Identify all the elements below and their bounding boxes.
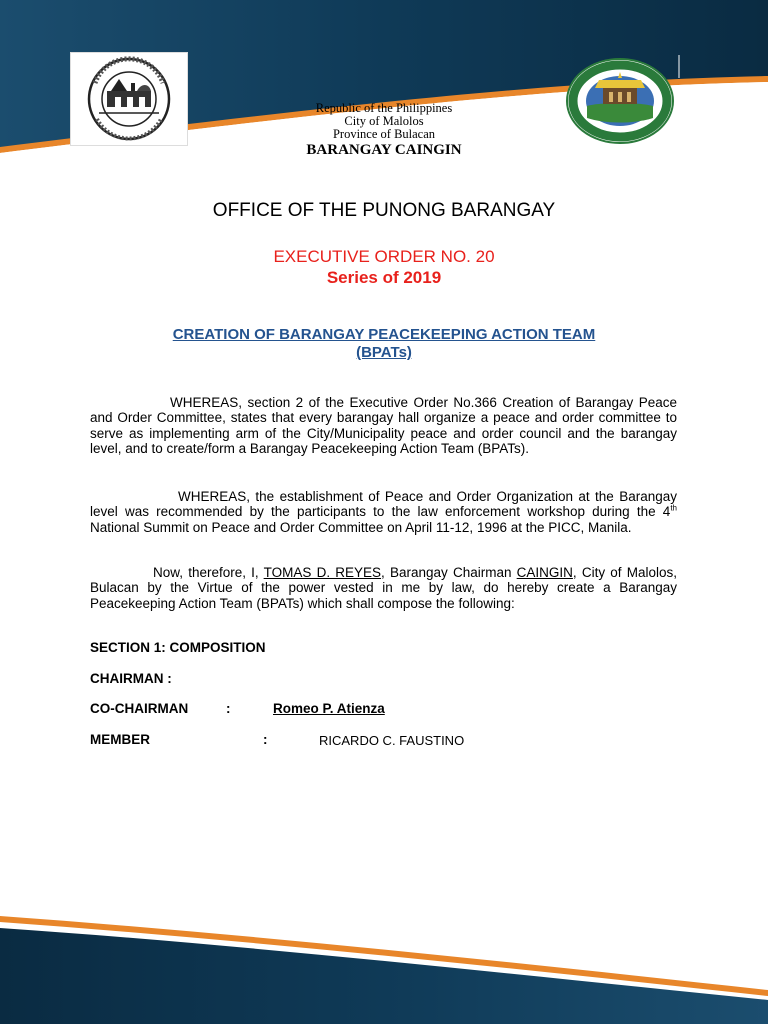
p3-text-a: Now, therefore, I,: [153, 565, 264, 580]
header-republic: Republic of the Philippines: [315, 101, 453, 115]
header-city: City of Malolos: [344, 114, 424, 128]
office-title: OFFICE OF THE PUNONG BARANGAY: [212, 200, 556, 221]
p2-text-before: WHEREAS, the establishment of Peace and Order Organization at the Barangay level was recommended by the participants to the law enforcement workshop during the 4: [90, 489, 677, 520]
header-barangay: BARANGAY CAINGIN: [306, 142, 462, 158]
chairman-name: TOMAS D. REYES: [263, 565, 382, 580]
section-heading: SECTION 1: COMPOSITION: [90, 640, 266, 655]
order-subject: [100, 326, 668, 362]
barangay-caingin-seal: [70, 52, 188, 146]
letterhead: [254, 102, 514, 159]
city-of-malolos-seal: [565, 58, 675, 144]
whereas-paragraph-2: [90, 489, 677, 535]
subject-line-1: CREATION OF BARANGAY PEACEKEEPING ACTION TEAM: [172, 326, 596, 343]
now-therefore-paragraph: [90, 565, 677, 611]
executive-order-number: EXECUTIVE ORDER NO. 20: [273, 247, 495, 266]
member-label: MEMBER: [90, 732, 150, 747]
cochairman-name: Romeo P. Atienza: [273, 701, 385, 716]
chairman-label: CHAIRMAN :: [90, 671, 172, 686]
cochairman-label: CO-CHAIRMAN: [90, 701, 189, 716]
p2-text-after: National Summit on Peace and Order Committee on April 11-12, 1996 at the PICC, Manila.: [90, 519, 632, 535]
p3-text-c: , City of Malolos, Bulacan by the Virtue of the power vested in me by law, do hereby create a Barangay Peacekeeping Action Team (BPATs) which shall compose the following:: [90, 565, 678, 611]
member-name: RICARDO C. FAUSTINO: [319, 733, 465, 748]
p2-superscript: th: [670, 503, 677, 513]
whereas-paragraph-1: WHEREAS, section 2 of the Executive Order No.366 Creation of Barangay Peace and Order Committee, states that every barangay hall organize a peace and order committee to serve as implementing arm of the City/Municipality peace and order council and the barangay level, and to create/form a Barangay Peacekeeping Action Team (BPATs).: [90, 395, 677, 457]
p3-text-b: , Barangay Chairman: [381, 565, 517, 580]
header-province: Province of Bulacan: [332, 127, 436, 141]
executive-order-title: [0, 246, 768, 288]
barangay-name: CAINGIN: [516, 565, 573, 580]
cochairman-colon: :: [226, 701, 231, 716]
subject-line-2: (BPATs): [356, 344, 412, 361]
member-colon: :: [263, 732, 268, 747]
executive-order-series: Series of 2019: [326, 268, 442, 287]
